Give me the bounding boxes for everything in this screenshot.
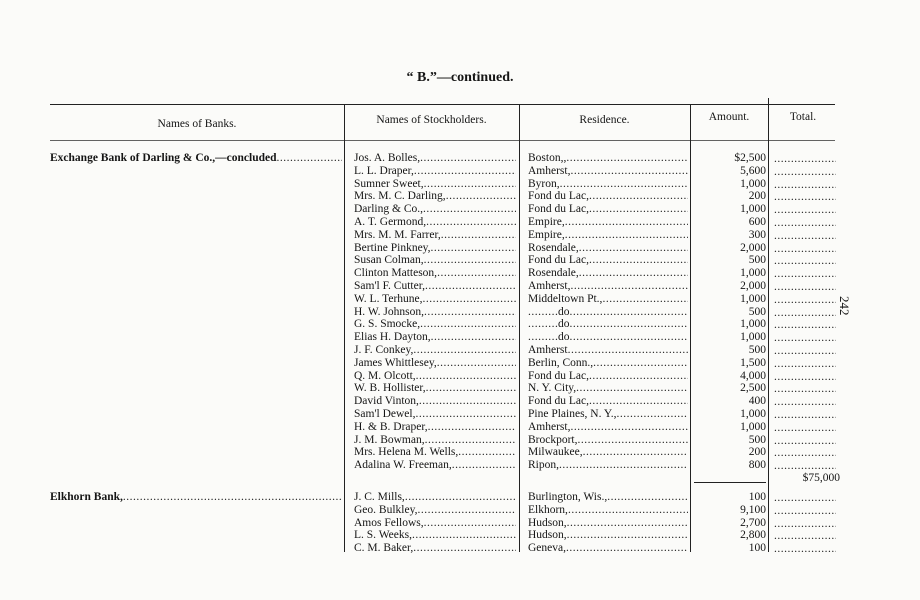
leader-dots [424, 178, 516, 190]
residence-text: Berlin, Conn., [528, 356, 594, 369]
stockholder-name-text: Mrs. M. C. Darling, [354, 190, 446, 203]
amount: 600 [748, 216, 766, 228]
stockholder-name [354, 529, 516, 542]
amount: 1,500 [740, 356, 766, 369]
leader-dots [589, 370, 688, 382]
residence-text: Fond du Lac, [528, 190, 590, 203]
leader-dots [417, 504, 516, 516]
stockholder-name-text: Clinton Matteson, [354, 267, 438, 280]
leader-dots [441, 229, 516, 241]
stockholder-name-text: Sam'l F. Cutter, [354, 280, 425, 292]
stockholder-name-text: L. S. Weeks, [354, 529, 412, 542]
total-leader-dots [774, 345, 836, 358]
stockholder-name-text: G. S. Smocke, [354, 318, 421, 331]
page-number: 242 [837, 296, 852, 316]
stockholder-name-text: L. L. Draper, [354, 164, 414, 177]
leader-dots [570, 318, 689, 330]
leader-dots [423, 293, 516, 305]
leader-dots [415, 408, 516, 420]
leader-dots [589, 203, 688, 215]
amount: 100 [748, 491, 766, 503]
residence-text: Hudson, [528, 529, 567, 542]
leader-dots [426, 216, 516, 228]
total-leader-dots [774, 409, 836, 422]
residence [528, 242, 688, 255]
residence [528, 267, 688, 280]
total-leader-dots [774, 268, 836, 281]
leader-dots [424, 254, 516, 266]
total-leader-dots [774, 166, 836, 179]
residence-text: Amherst [528, 344, 568, 356]
amount: 2,500 [740, 382, 766, 395]
stockholder-name-text: J. M. Bowman, [354, 433, 425, 446]
total-leader-dots [774, 255, 836, 268]
residence [528, 229, 688, 242]
residence-text: N. Y. City, [528, 382, 577, 395]
amount: 1,000 [740, 420, 766, 433]
leader-dots [123, 491, 342, 503]
stockholder-name-text: Geo. Bulkley, [354, 503, 418, 516]
residence [528, 306, 688, 319]
residence-text: Brockport, [528, 433, 578, 446]
residence [528, 382, 688, 395]
stockholder-name-text: James Whittlesey, [354, 356, 437, 369]
residence [528, 529, 688, 542]
stockholder-name [354, 254, 516, 267]
amount: 800 [748, 459, 766, 472]
stockholder-name [354, 434, 516, 447]
amount: 5,600 [740, 164, 766, 177]
leader-dots [565, 229, 688, 241]
residence-text: do [558, 331, 570, 344]
leader-dots [528, 318, 558, 331]
stockholder-name [354, 165, 516, 178]
bank-name [50, 152, 342, 165]
leader-dots [560, 178, 688, 190]
leader-dots [446, 190, 516, 202]
amount: $2,500 [734, 152, 766, 164]
residence-text: Ripon, [528, 459, 559, 472]
stockholder-name-text: Elias H. Dayton, [354, 331, 431, 344]
residence [528, 434, 688, 447]
total-leader-dots [774, 204, 836, 217]
leader-dots [416, 370, 516, 382]
amount: 2,000 [740, 241, 766, 254]
leader-dots [424, 517, 516, 529]
leader-dots [568, 504, 688, 516]
residence [528, 318, 688, 331]
total-leader-dots [774, 230, 836, 243]
total-leader-dots [774, 435, 836, 448]
residence-text: Fond du Lac, [528, 369, 590, 382]
column-header-total: Total. [789, 111, 817, 123]
stockholder-name [354, 178, 516, 191]
stockholder-name-text: W. L. Terhune, [354, 292, 423, 305]
residence-text: Fond du Lac, [528, 395, 590, 408]
amount: 9,100 [740, 503, 766, 516]
leader-dots [428, 421, 516, 433]
residence-text: Elkhorn, [528, 503, 568, 516]
leader-dots [570, 165, 688, 177]
stockholder-name [354, 357, 516, 370]
stockholder-name [354, 152, 516, 165]
stockholder-name-text: J. C. Mills, [354, 491, 405, 503]
leader-dots [420, 318, 516, 330]
residence [528, 203, 688, 216]
residence [528, 459, 688, 472]
total-leader-dots [774, 358, 836, 371]
residence-text: Geneva, [528, 542, 566, 555]
residence-text: Amherst, [528, 420, 571, 433]
stockholder-name [354, 517, 516, 530]
stockholder-name-text: A. T. Germond, [354, 216, 427, 228]
stockholder-name [354, 446, 516, 459]
amount: 500 [748, 344, 766, 356]
stockholder-name [354, 229, 516, 242]
leader-dots [579, 267, 688, 279]
stockholder-name [354, 504, 516, 517]
leader-dots [593, 357, 688, 369]
total-leader-dots [774, 518, 836, 531]
residence-text: do [558, 318, 570, 331]
stockholder-name-text: David Vinton, [354, 395, 419, 408]
leader-dots [458, 446, 516, 458]
stockholder-name [354, 306, 516, 319]
leader-dots [568, 344, 688, 356]
stockholder-name [354, 421, 516, 434]
column-divider [768, 98, 769, 552]
amount: 1,000 [740, 267, 766, 280]
total-leader-dots [774, 294, 836, 307]
bank-name [50, 491, 342, 504]
leader-dots [425, 280, 516, 292]
residence [528, 280, 688, 293]
residence-text: Amherst, [528, 280, 571, 292]
residence-text: Burlington, Wis., [528, 491, 608, 503]
leader-dots [405, 491, 516, 503]
residence [528, 504, 688, 517]
amount-sum-rule [694, 482, 766, 483]
total-leader-dots [774, 492, 836, 505]
total-leader-dots [774, 422, 836, 435]
leader-dots [559, 459, 688, 471]
total-leader-dots [774, 505, 836, 518]
amount: 2,800 [740, 529, 766, 542]
total-leader-dots [774, 307, 836, 320]
stockholder-name-text: Sam'l Dewel, [354, 408, 416, 420]
residence-text: Fond du Lac, [528, 203, 590, 216]
amount: 1,000 [740, 203, 766, 216]
residence-text: Rosendale, [528, 241, 579, 254]
stockholder-name [354, 382, 516, 395]
residence [528, 395, 688, 408]
leader-dots [426, 382, 516, 394]
residence-text: Hudson, [528, 516, 567, 529]
leader-dots [570, 331, 689, 343]
amount: 4,000 [740, 369, 766, 382]
total-leader-dots [774, 530, 836, 543]
stockholder-name-text: Mrs. Helena M. Wells, [354, 446, 459, 459]
stockholder-name [354, 331, 516, 344]
residence-text: Boston,, [528, 152, 567, 164]
residence [528, 254, 688, 267]
residence-text: do [558, 305, 570, 318]
leader-dots [425, 434, 516, 446]
stockholder-name [354, 491, 516, 504]
total-leader-dots [774, 319, 836, 332]
residence-text: Byron, [528, 177, 560, 190]
stockholder-name [354, 370, 516, 383]
leader-dots [412, 529, 516, 541]
leader-dots [567, 529, 688, 541]
leader-dots [437, 357, 516, 369]
stockholder-name [354, 267, 516, 280]
residence-text: Rosendale, [528, 267, 579, 280]
leader-dots [589, 395, 688, 407]
residence-text: Fond du Lac, [528, 254, 590, 267]
amount: 400 [748, 395, 766, 408]
residence [528, 408, 688, 421]
table-top-rule [50, 104, 835, 105]
residence-text: Middeltown Pt., [528, 292, 603, 305]
stockholder-name-text: Darling & Co., [354, 203, 423, 216]
leader-dots [420, 152, 516, 164]
amount: 1,000 [740, 408, 766, 420]
amount: 100 [748, 542, 766, 555]
residence [528, 190, 688, 203]
total-leader-dots [774, 383, 836, 396]
amount: 2,000 [740, 280, 766, 292]
amount: 500 [748, 305, 766, 318]
leader-dots [452, 459, 516, 471]
leader-dots [570, 280, 688, 292]
amount: 2,700 [740, 516, 766, 529]
column-header-residence: Residence. [579, 114, 630, 126]
leader-dots [566, 542, 688, 554]
stockholder-name [354, 318, 516, 331]
leader-dots [423, 203, 516, 215]
stockholder-name [354, 293, 516, 306]
total-leader-dots [774, 153, 836, 166]
page-heading: “ B.”—continued. [406, 70, 514, 85]
residence-text: Milwaukee, [528, 446, 583, 459]
stockholder-name-text: Jos. A. Bolles, [354, 152, 421, 164]
stockholder-name [354, 242, 516, 255]
stockholder-name [354, 395, 516, 408]
leader-dots [583, 446, 688, 458]
leader-dots [570, 306, 689, 318]
leader-dots [602, 293, 688, 305]
stockholder-name [354, 344, 516, 357]
residence [528, 491, 688, 504]
amount: 1,000 [740, 177, 766, 190]
stockholder-name-text: H. W. Johnson, [354, 305, 424, 318]
residence-text: Pine Plaines, N. Y., [528, 408, 617, 420]
total-leader-dots [774, 396, 836, 409]
residence [528, 542, 688, 555]
leader-dots [567, 517, 688, 529]
column-header-amount: Amount. [708, 111, 750, 123]
leader-dots [413, 344, 516, 356]
leader-dots [617, 408, 689, 420]
residence [528, 517, 688, 530]
leader-dots [528, 306, 558, 319]
total-leader-dots [774, 243, 836, 256]
residence [528, 370, 688, 383]
stockholder-name [354, 459, 516, 472]
residence [528, 446, 688, 459]
amount: 1,000 [740, 292, 766, 305]
stockholder-name-text: Adalina W. Freeman, [354, 459, 452, 472]
leader-dots [576, 382, 688, 394]
amount: 1,000 [740, 318, 766, 331]
total-leader-dots [774, 332, 836, 345]
total-leader-dots [774, 179, 836, 192]
residence [528, 357, 688, 370]
column-divider [690, 104, 691, 552]
amount: 1,000 [740, 331, 766, 344]
total-leader-dots [774, 543, 836, 556]
residence [528, 178, 688, 191]
residence-text: Empire, [528, 228, 565, 241]
stockholder-name [354, 542, 516, 555]
residence-text: Amherst, [528, 164, 571, 177]
stockholder-name-text: Sumner Sweet, [354, 177, 424, 190]
total-leader-dots [774, 371, 836, 384]
amount: 200 [748, 446, 766, 459]
column-divider [519, 104, 520, 552]
leader-dots [414, 165, 516, 177]
leader-dots [607, 491, 688, 503]
leader-dots [528, 331, 558, 344]
stockholder-name-text: W. B. Hollister, [354, 382, 426, 395]
residence [528, 421, 688, 434]
leader-dots [413, 542, 516, 554]
leader-dots [565, 216, 688, 228]
total-leader-dots [774, 217, 836, 230]
bank-name-text: Elkhorn Bank, [50, 491, 123, 503]
residence [528, 344, 688, 357]
amount: 300 [748, 228, 766, 241]
stockholder-name [354, 216, 516, 229]
stockholder-name [354, 190, 516, 203]
residence [528, 293, 688, 306]
residence-text: Empire, [528, 216, 565, 228]
amount: 500 [748, 433, 766, 446]
column-header-stockholders: Names of Stockholders. [376, 114, 487, 126]
leader-dots [589, 190, 688, 202]
leader-dots [579, 242, 688, 254]
leader-dots [277, 152, 342, 164]
stockholder-name-text: J. F. Conkey, [354, 344, 414, 356]
stockholder-name-text: Mrs. M. M. Farrer, [354, 228, 441, 241]
column-divider [344, 104, 345, 552]
stockholder-name-text: C. M. Baker, [354, 542, 414, 555]
amount: 500 [748, 254, 766, 267]
leader-dots [570, 421, 688, 433]
leader-dots [431, 331, 516, 343]
leader-dots [419, 395, 516, 407]
bank-total: $75,000 [802, 472, 840, 484]
stockholder-name-text: Q. M. Olcott, [354, 369, 416, 382]
residence [528, 152, 688, 165]
leader-dots [437, 267, 516, 279]
total-leader-dots [774, 447, 836, 460]
stockholder-name [354, 408, 516, 421]
stockholder-name-text: Susan Colman, [354, 254, 424, 267]
stockholder-name [354, 203, 516, 216]
stockholder-name [354, 280, 516, 293]
stockholder-name-text: Bertine Pinkney, [354, 241, 431, 254]
column-header-banks: Names of Banks. [157, 118, 237, 130]
stockholder-name-text: Amos Fellows, [354, 516, 424, 529]
leader-dots [431, 242, 516, 254]
leader-dots [566, 152, 688, 164]
stockholder-name-text: H. & B. Draper, [354, 420, 428, 433]
residence [528, 165, 688, 178]
amount: 200 [748, 190, 766, 203]
header-bottom-rule [50, 140, 835, 141]
total-leader-dots [774, 191, 836, 204]
leader-dots [589, 254, 688, 266]
leader-dots [578, 434, 688, 446]
residence [528, 216, 688, 229]
leader-dots [424, 306, 516, 318]
total-leader-dots [774, 281, 836, 294]
residence [528, 331, 688, 344]
bank-name-text: Exchange Bank of Darling & Co.,—concluded [50, 152, 277, 164]
